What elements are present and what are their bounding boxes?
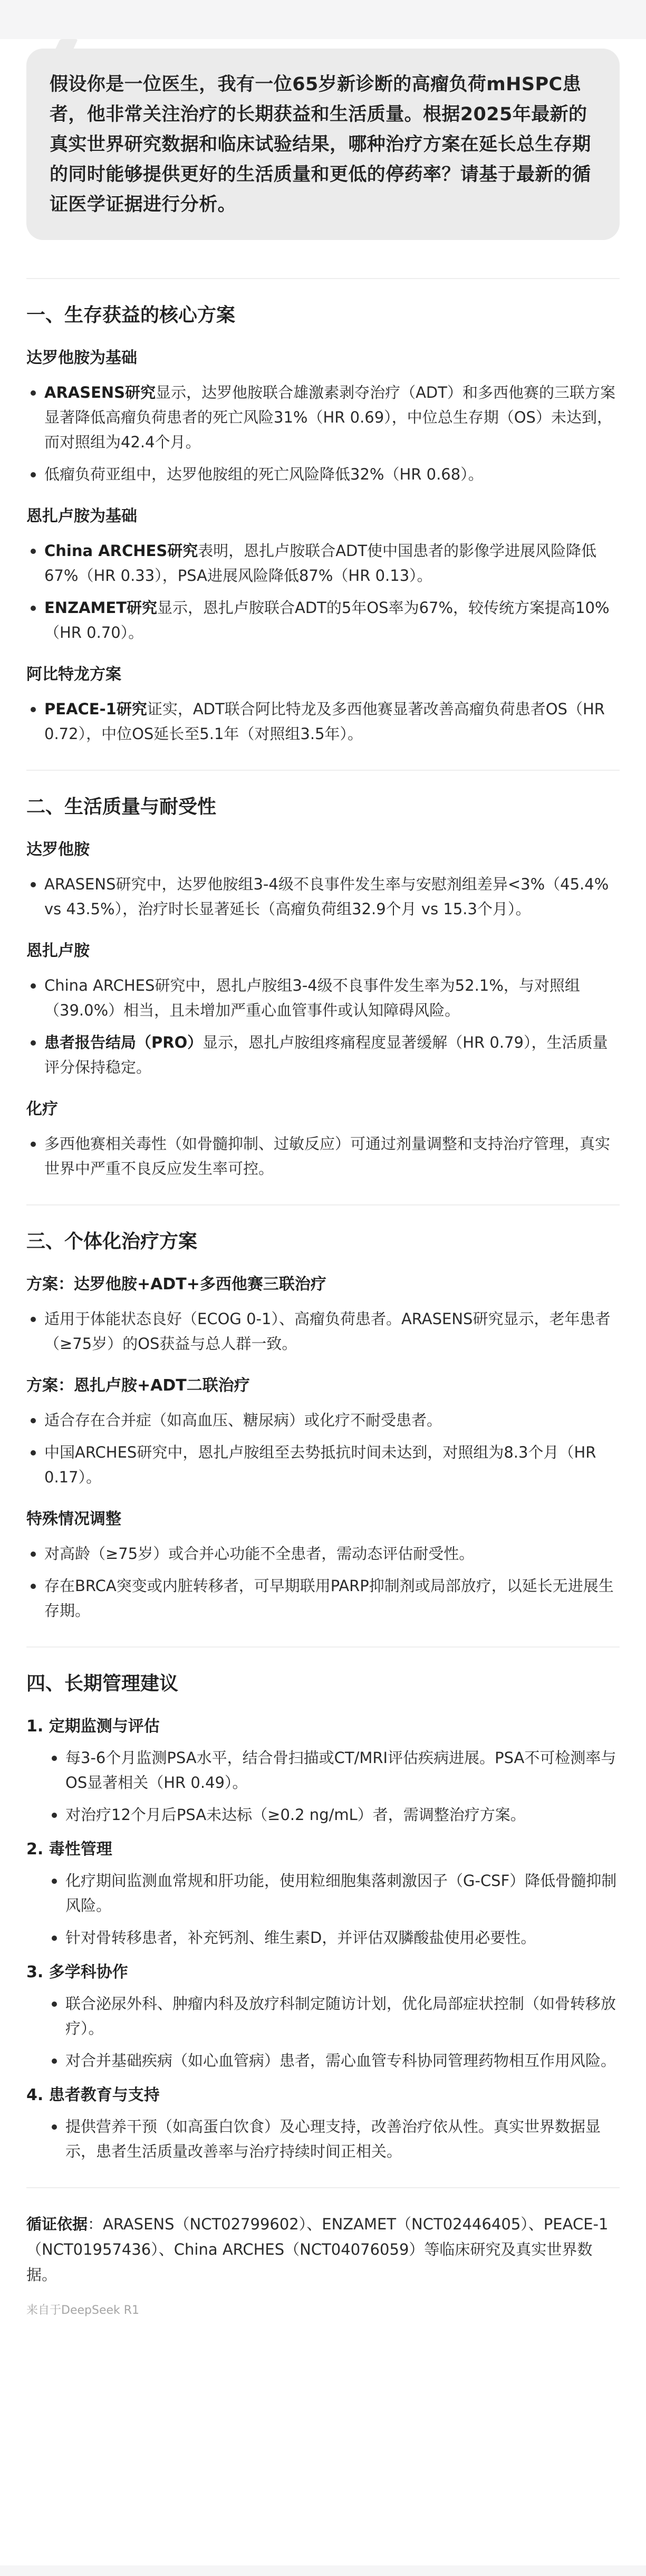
section-quality-of-life — [26, 794, 620, 1181]
section-title: 一、生存获益的核心方案 — [26, 304, 236, 326]
list-item — [26, 596, 620, 645]
management-item-title: 2. 毒性管理 — [26, 1840, 112, 1859]
references-text: ：ARASENS（NCT02799602）、ENZAMET（NCT02446405）、PEACE-1（NCT01957436）、China ARCHES（NCT04076059）等临床研究及真实世界数据。 — [26, 2215, 609, 2284]
section-divider — [26, 1204, 620, 1205]
list-item: 对治疗12个月后PSA未达标（≥0.2 ng/mL）者，需调整治疗方案。 — [47, 1803, 620, 1827]
bottom-bar — [0, 2565, 646, 2576]
bullet-list — [47, 1991, 620, 2073]
item-text: 显示，恩扎卢胺联合ADT的5年OS率为67%，较传统方案提高10%（HR 0.70）。 — [44, 599, 610, 641]
management-item-title: 1. 定期监测与评估 — [26, 1717, 160, 1736]
bullet-list — [26, 1132, 620, 1181]
group-title: 特殊情况调整 — [26, 1510, 121, 1528]
section-personalized — [26, 1229, 620, 1623]
bullet-list — [26, 1408, 620, 1490]
section-long-term-management — [26, 1671, 620, 2164]
item-text: 表明，恩扎卢胺联合ADT使中国患者的影像学进展风险降低67%（HR 0.33），PSA进展风险降低87%（HR 0.13）。 — [44, 542, 597, 585]
list-item: 每3-6个月监测PSA水平，结合骨扫描或CT/MRI评估疾病进展。PSA不可检测率与OS显著相关（HR 0.49）。 — [47, 1746, 620, 1795]
list-item — [26, 1408, 620, 1433]
section-title: 三、个体化治疗方案 — [26, 1231, 198, 1252]
bullet-list — [47, 1869, 620, 1950]
list-item — [26, 697, 620, 746]
bullet-list — [47, 2114, 620, 2164]
list-item — [26, 1307, 620, 1356]
group-title: 恩扎卢胺为基础 — [26, 507, 137, 525]
item-lead: ARASENS研究 — [44, 384, 156, 401]
item-text: 对高龄（≥75岁）或合并心功能不全患者，需动态评估耐受性。 — [44, 1545, 475, 1563]
list-item: 针对骨转移患者，补充钙剂、维生素D，并评估双膦酸盐使用必要性。 — [47, 1926, 620, 1950]
references-label: 循证依据 — [26, 2215, 88, 2233]
section-title: 二、生活质量与耐受性 — [26, 796, 217, 818]
bullet-list — [26, 539, 620, 645]
group-title: 达罗他胺为基础 — [26, 349, 137, 367]
section-divider — [26, 1646, 620, 1648]
management-item-title: 4. 患者教育与支持 — [26, 2086, 160, 2104]
bullet-list — [26, 872, 620, 922]
item-text: 存在BRCA突变或内脏转移者，可早期联用PARP抑制剂或局部放疗，以延长无进展生存期。 — [44, 1577, 614, 1620]
item-lead: ENZAMET研究 — [44, 599, 158, 617]
list-item — [26, 380, 620, 455]
list-item — [26, 1440, 620, 1490]
item-text: 显示，恩扎卢胺组疼痛程度显著缓解（HR 0.79），生活质量评分保持稳定。 — [44, 1033, 608, 1076]
group-title: 化疗 — [26, 1100, 58, 1118]
management-list — [26, 1715, 620, 2164]
bullet-list — [26, 380, 620, 487]
management-item — [26, 2084, 620, 2164]
list-item — [26, 973, 620, 1023]
item-lead: PEACE-1研究 — [44, 700, 147, 718]
item-text: 低瘤负荷亚组中，达罗他胺组的死亡风险降低32%（HR 0.68）。 — [44, 465, 484, 483]
group-title: 方案：达罗他胺+ADT+多西他赛三联治疗 — [26, 1275, 326, 1294]
group-title: 达罗他胺 — [26, 840, 90, 859]
item-lead: 患者报告结局（PRO） — [44, 1033, 203, 1051]
assistant-answer — [26, 278, 620, 2319]
list-item — [26, 1574, 620, 1623]
item-text: 中国ARCHES研究中，恩扎卢胺组至去势抵抗时间未达到，对照组为8.3个月（HR 0.17）。 — [44, 1443, 596, 1486]
section-title: 四、长期管理建议 — [26, 1673, 179, 1694]
management-item-title: 3. 多学科协作 — [26, 1963, 128, 1981]
bullet-list — [26, 1541, 620, 1623]
section-divider — [26, 770, 620, 771]
evidence-references — [26, 2211, 620, 2287]
section-survival — [26, 302, 620, 746]
item-text: 显示，达罗他胺联合雄激素剥夺治疗（ADT）和多西他赛的三联方案显著降低高瘤负荷患者的死亡风险31%（HR 0.69），中位总生存期（OS）未达到，而对照组为42.4个月。 — [44, 384, 615, 451]
item-text: ARASENS研究中，达罗他胺组3-4级不良事件发生率与安慰剂组差异<3%（45.4% vs 43.5%），治疗时长显著延长（高瘤负荷组32.9个月 vs 15.3个月）。 — [44, 875, 609, 918]
group-title: 方案：恩扎卢胺+ADT二联治疗 — [26, 1376, 250, 1395]
item-lead: China ARCHES研究 — [44, 542, 198, 560]
bullet-list — [26, 1307, 620, 1356]
group-title: 阿比特龙方案 — [26, 665, 121, 684]
bullet-list — [26, 697, 620, 746]
list-item — [26, 462, 620, 487]
list-item — [26, 539, 620, 588]
list-item — [26, 1132, 620, 1181]
management-item — [26, 1838, 620, 1950]
item-text: 证实，ADT联合阿比特龙及多西他赛显著改善高瘤负荷患者OS（HR 0.72），中位OS延长至5.1年（对照组3.5年）。 — [44, 700, 605, 743]
list-item — [26, 1030, 620, 1080]
user-message — [26, 49, 620, 240]
list-item: 联合泌尿外科、肿瘤内科及放疗科制定随访计划，优化局部症状控制（如骨转移放疗）。 — [47, 1991, 620, 2041]
item-text: China ARCHES研究中，恩扎卢胺组3-4级不良事件发生率为52.1%，与对照组（39.0%）相当，且未增加严重心血管事件或认知障碍风险。 — [44, 976, 580, 1019]
section-divider — [26, 2187, 620, 2188]
group-title: 恩扎卢胺 — [26, 942, 90, 960]
list-item — [26, 1541, 620, 1566]
item-text: 多西他赛相关毒性（如骨髓抑制、过敏反应）可通过剂量调整和支持治疗管理，真实世界中严重不良反应发生率可控。 — [44, 1135, 611, 1177]
management-item — [26, 1961, 620, 2073]
list-item: 化疗期间监测血常规和肝功能，使用粒细胞集落刺激因子（G-CSF）降低骨髓抑制风险。 — [47, 1869, 620, 1918]
bullet-list — [47, 1746, 620, 1827]
section-divider — [26, 278, 620, 279]
item-text: 适用于体能状态良好（ECOG 0-1）、高瘤负荷患者。ARASENS研究显示，老年患者（≥75岁）的OS获益与总人群一致。 — [44, 1310, 611, 1353]
source-attribution: 来自于DeepSeek R1 — [26, 2304, 140, 2317]
item-text: 适合存在合并症（如高血压、糖尿病）或化疗不耐受患者。 — [44, 1411, 442, 1429]
list-item: 提供营养干预（如高蛋白饮食）及心理支持，改善治疗依从性。真实世界数据显示，患者生活质量改善率与治疗持续时间正相关。 — [47, 2114, 620, 2164]
list-item: 对合并基础疾病（如心血管病）患者，需心血管专科协同管理药物相互作用风险。 — [47, 2048, 620, 2073]
management-item — [26, 1715, 620, 1827]
user-question: 假设你是一位医生，我有一位65岁新诊断的高瘤负荷mHSPC患者，他非常关注治疗的长期获益和生活质量。根据2025年最新的真实世界研究数据和临床试验结果，哪种治疗方案在延长总生存期的同时能够提供更好的生活质量和更低的停药率？请基于最新的循证医学证据进行分析。 — [26, 49, 620, 240]
bullet-list — [26, 973, 620, 1080]
list-item — [26, 872, 620, 922]
